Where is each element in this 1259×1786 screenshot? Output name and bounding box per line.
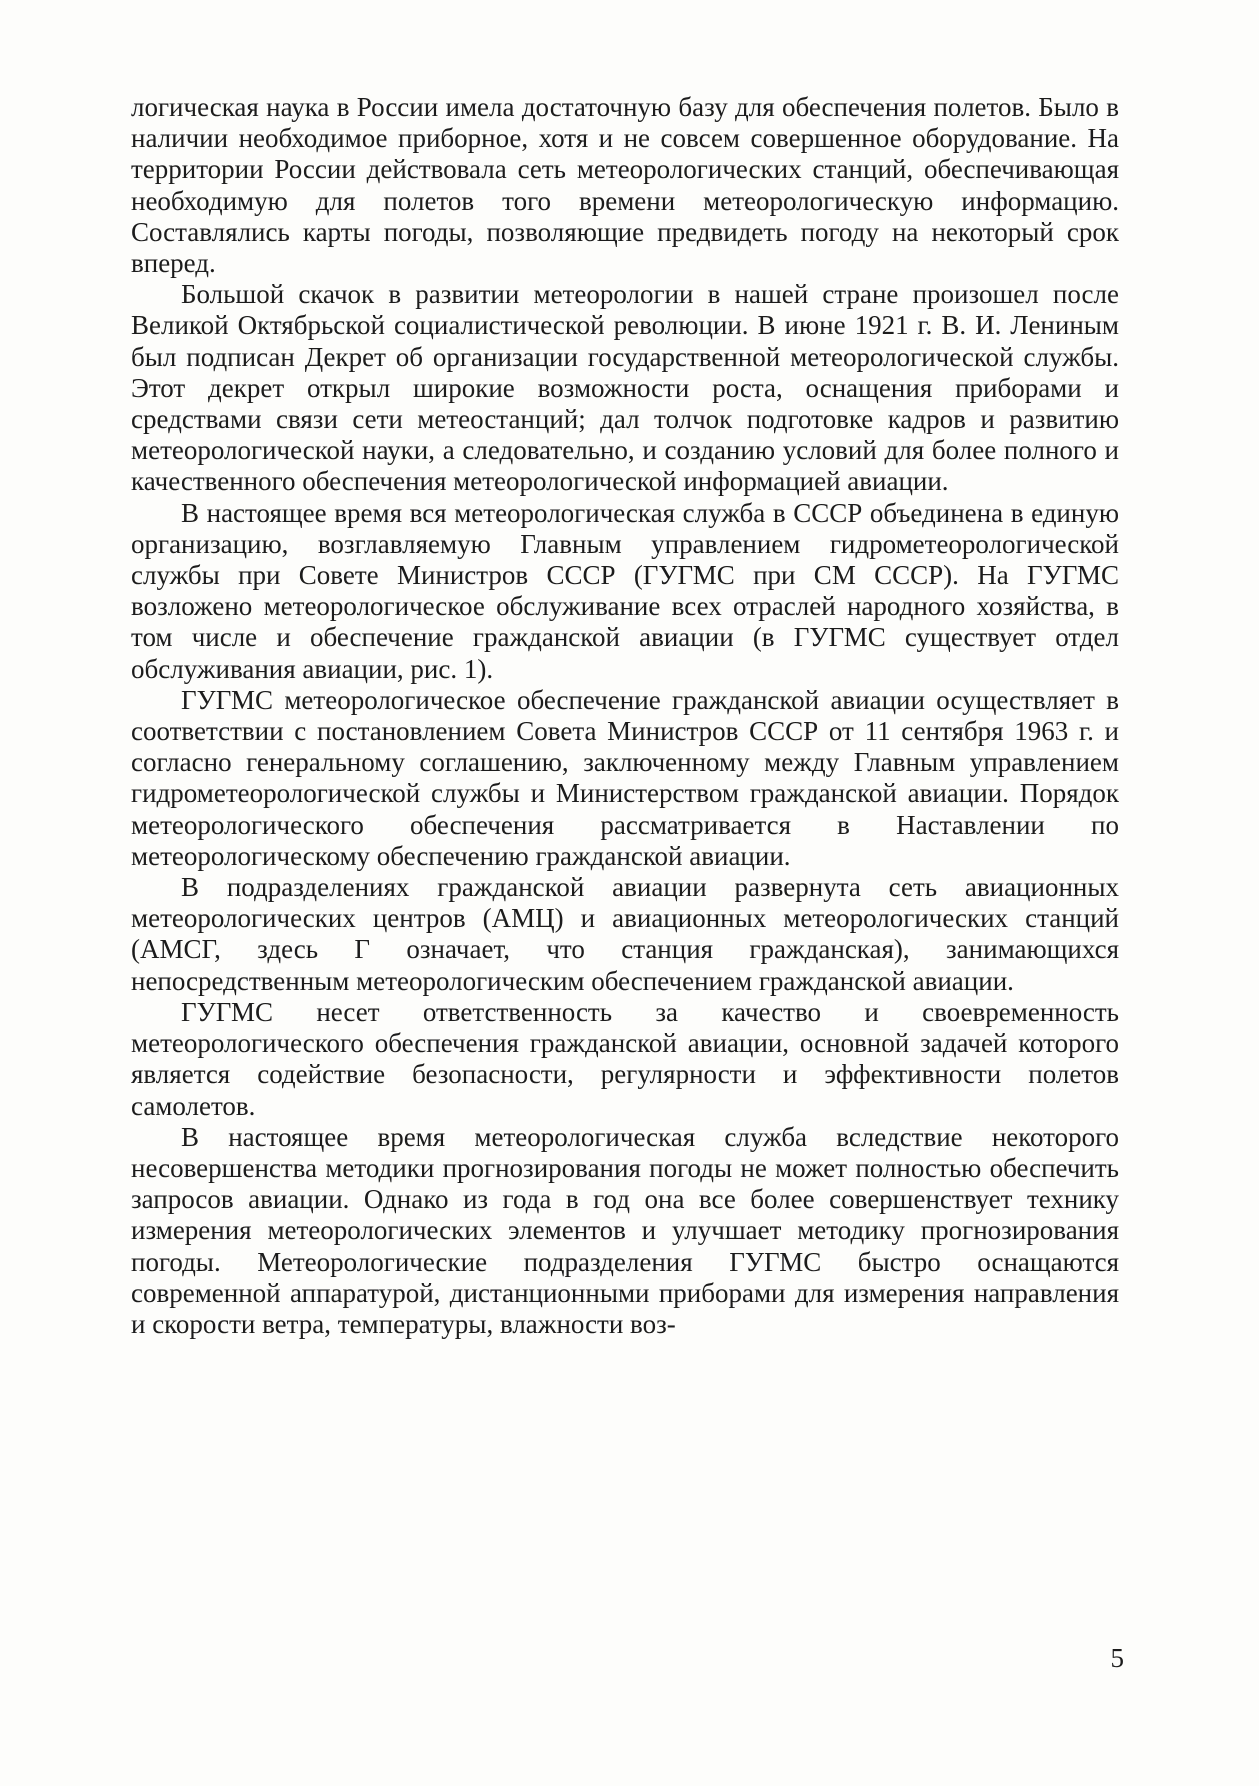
paragraph-1: логическая наука в России имела достаточную базу для обеспечения полетов. Было в наличии необходимое приборное, хотя и не совсем совершенное оборудование. На территории России действовала сеть метеорологических станций, обеспечивающая необходимую для полетов того времени метеорологическую информацию. Составлялись карты погоды, позволяющие предвидеть погоду на некоторый срок вперед. [131,92,1119,279]
page-number: 5 [1110,1643,1124,1673]
paragraph-3: В настоящее время вся метеорологическая служба в СССР объединена в единую организацию, возглавляемую Главным управлением гидрометеорологической службы при Совете Министров СССР (ГУГМС при СМ СССР). На ГУГМС возложено метеорологическое обслуживание всех отраслей народного хозяйства, в том числе и обеспечение гражданской авиации (в ГУГМС существует отдел обслуживания авиации, рис. 1). [131,497,1119,684]
paragraph-6: ГУГМС несет ответственность за качество и своевременность метеорологического обеспечения гражданской авиации, основной задачей которого является содействие безопасности, регулярности и эффективности полетов самолетов. [131,996,1119,1121]
paragraph-2: Большой скачок в развитии метеорологии в нашей стране произошел после Великой Октябрьской социалистической революции. В июне 1921 г. В. И. Лениным был подписан Декрет об организации государственной метеорологической службы. Этот декрет открыл широкие возможности роста, оснащения приборами и средствами связи сети метеостанций; дал толчок подготовке кадров и развитию метеорологической науки, а следовательно, и созданию условий для более полного и качественного обеспечения метеорологической информацией авиации. [131,279,1119,497]
paragraph-4: ГУГМС метеорологическое обеспечение гражданской авиации осуществляет в соответствии с постановлением Совета Министров СССР от 11 сентября 1963 г. и согласно генеральному соглашению, заключенному между Главным управлением гидрометеорологической службы и Министерством гражданской авиации. Порядок метеорологического обеспечения рассматривается в Наставлении по метеорологическому обеспечению гражданской авиации. [131,684,1119,871]
paragraph-5: В подразделениях гражданской авиации развернута сеть авиационных метеорологических центров (АМЦ) и авиационных метеорологических станций (АМСГ, здесь Г означает, что станция гражданская), занимающихся непосредственным метеорологическим обеспечением гражданской авиации. [131,872,1119,996]
paragraph-7: В настоящее время метеорологическая служба вследствие некоторого несовершенства методики прогнозирования погоды не может полностью обеспечить запросов авиации. Однако из года в год она все более совершенствует технику измерения метеорологических элементов и улучшает методику прогнозирования погоды. Метеорологические подразделения ГУГМС быстро оснащаются современной аппаратурой, дистанционными приборами для измерения направления и скорости ветра, температуры, влажности воз- [131,1121,1119,1339]
body-text [131,92,1119,1340]
